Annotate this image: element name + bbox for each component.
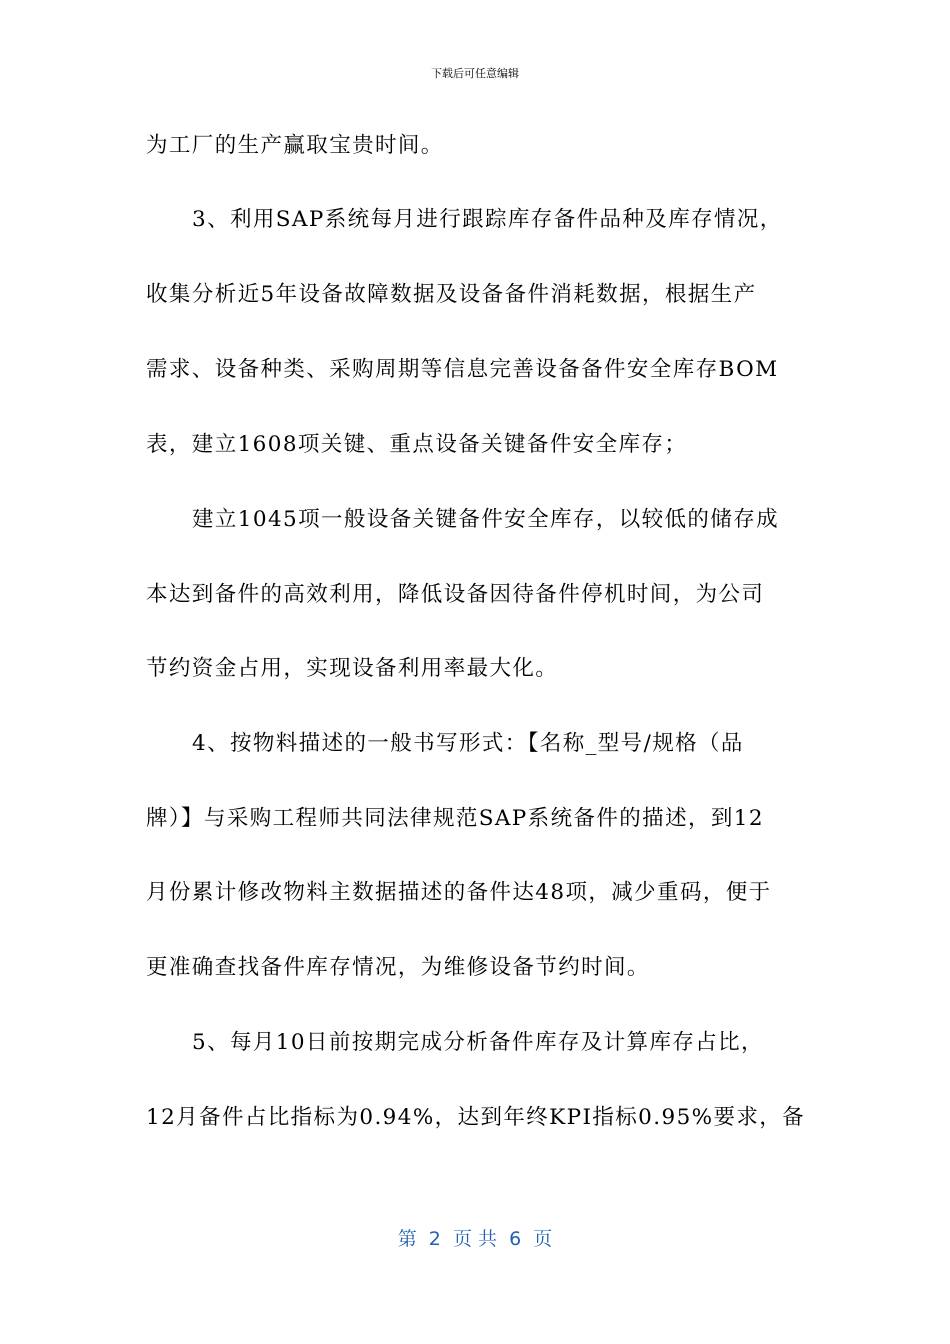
paragraph-line: 需求、设备种类、采购周期等信息完善设备备件安全库存BOM [146,357,779,382]
paragraph-line: 4、按物料描述的一般书写形式：【名称_型号/规格（品 [192,731,744,756]
paragraph-line: 节约资金占用，实现设备利用率最大化。 [146,656,559,681]
paragraph-line: 为工厂的生产赢取宝贵时间。 [146,133,444,158]
paragraph-line: 表，建立1608项关键、重点设备关键备件安全库存； [146,432,688,457]
paragraph-line: 5、每月10日前按期完成分析备件库存及计算库存占比， [192,1030,764,1055]
page-header: 下载后可任意编辑 [431,67,519,80]
paragraph-line: 月份累计修改物料主数据描述的备件达48项，减少重码，便于 [146,880,772,905]
paragraph-line: 本达到备件的高效利用，降低设备因待备件停机时间，为公司 [146,582,765,607]
paragraph-line: 收集分析近5年设备故障数据及设备备件消耗数据，根据生产 [146,282,757,307]
paragraph-line: 12月备件占比指标为0.94%，达到年终KPI指标0.95%要求，备 [146,1105,806,1130]
paragraph-line: 牌）】与采购工程师共同法律规范SAP系统备件的描述，到12 [146,806,764,831]
paragraph-line: 更准确查找备件库存情况，为维修设备节约时间。 [146,955,650,980]
paragraph-line: 3、利用SAP系统每月进行跟踪库存备件品种及库存情况， [192,207,783,232]
paragraph-line: 建立1045项一般设备关键备件安全库存，以较低的储存成 [192,507,780,532]
page-number-footer: 第 2 页 共 6 页 [397,1228,553,1250]
